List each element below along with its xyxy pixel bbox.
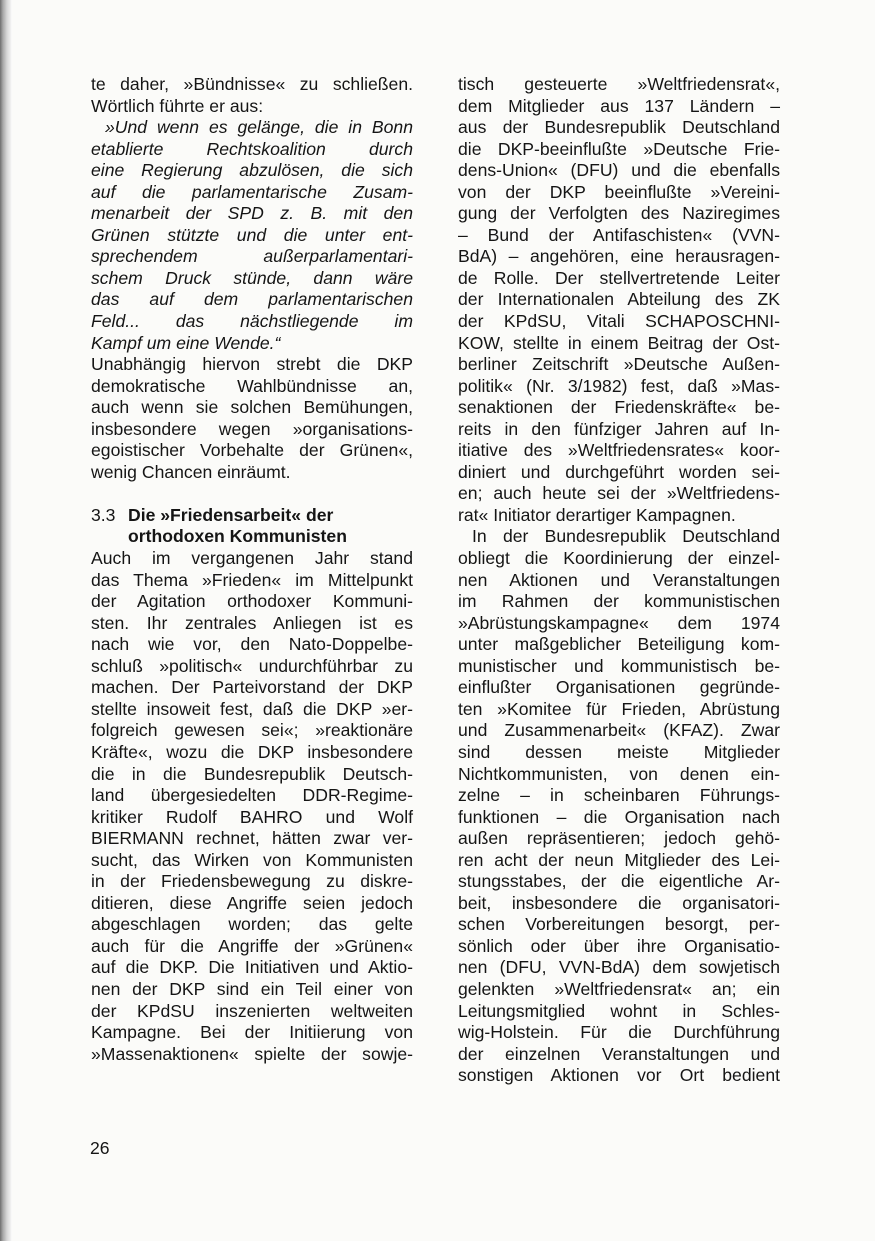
text-line: der einzelnen Veranstaltungen und [458, 1043, 780, 1064]
text-line: auf die DKP. Die Initiativen und Aktio- [91, 957, 413, 978]
text-line: gelenkten »Weltfriedensrat« an; ein [458, 978, 780, 999]
spacer [91, 483, 413, 505]
text-line: und Zusammenarbeit« (KFAZ). Zwar [458, 720, 780, 741]
text-line: sucht, das Wirken von Kommunisten [91, 849, 413, 870]
text-line: sind dessen meiste Mitglieder [458, 741, 780, 762]
text-line: schen Vorbereitungen besorgt, per- [458, 914, 780, 935]
quote-line: Feld... das nächstliegende im [91, 311, 413, 332]
text-line: folgreich gewesen sei«; »reaktionäre [91, 720, 413, 741]
text-line: Wörtlich führte er aus: [91, 95, 264, 116]
text-line: außen repräsentieren; jedoch gehö- [458, 828, 780, 849]
left-text-column [91, 74, 413, 1065]
text-line: aus der Bundesrepublik Deutschland [458, 117, 780, 138]
text-line: »Massenaktionen« spielte der sowje- [91, 1043, 413, 1064]
text-line: wenig Chancen einräumt. [91, 461, 291, 482]
text-line: reits in den fünfziger Jahren auf In- [458, 418, 780, 439]
text-line: de Rolle. Der stellvertretende Leiter [458, 267, 780, 288]
quote-line: Kampf um eine Wende.“ [91, 332, 281, 353]
text-line: nach wie vor, den Nato-Doppelbe- [91, 634, 413, 655]
text-line: – Bund der Antifaschisten« (VVN- [458, 224, 780, 245]
block-quote [91, 117, 413, 354]
text-line: von der DKP beeinflußte »Vereini- [458, 181, 780, 202]
quote-line: schem Druck stünde, dann wäre [91, 267, 413, 288]
text-line: ten »Komitee für Frieden, Abrüstung [458, 698, 780, 719]
text-line: wig-Holstein. Für die Durchführung [458, 1022, 780, 1043]
text-line: BdA) – angehören, eine herausragen- [458, 246, 780, 267]
text-line: der KPdSU, Vitali SCHAPOSCHNI- [458, 311, 780, 332]
text-line: sten. Ihr zentrales Anliegen ist es [91, 612, 413, 633]
text-line: itiative des »Weltfriedensrates« koor- [458, 440, 780, 461]
text-line: Kräfte«, wozu die DKP insbesondere [91, 741, 413, 762]
quote-line: »Und wenn es gelänge, die in Bonn [105, 117, 413, 138]
page-number: 26 [90, 1138, 110, 1158]
text-line: sönlich oder über ihre Organisatio- [458, 935, 780, 956]
text-line: auch für die Angriffe der »Grünen« [91, 935, 413, 956]
text-line: die in die Bundesrepublik Deutsch- [91, 763, 413, 784]
text-line: Nichtkommunisten, von denen ein- [458, 763, 780, 784]
text-line: nen Aktionen und Veranstaltungen [458, 569, 780, 590]
quote-line: das auf dem parlamentarischen [91, 289, 413, 310]
text-line: der Internationalen Abteilung des ZK [458, 289, 780, 310]
text-line: das Thema »Frieden« im Mittelpunkt [91, 569, 413, 590]
text-line: dens-Union« (DFU) und die ebenfalls [458, 160, 780, 181]
quote-line: sprechendem außerparlamentari- [91, 246, 413, 267]
text-line: politik« (Nr. 3/1982) fest, daß »Mas- [458, 375, 780, 396]
text-line: ren acht der neun Mitglieder des Lei- [458, 849, 780, 870]
text-line: in der Friedensbewegung zu diskre- [91, 871, 413, 892]
text-line: In der Bundesrepublik Deutschland [472, 526, 780, 547]
text-line: berliner Zeitschrift »Deutsche Außen- [458, 354, 780, 375]
text-line: land übergesiedelten DDR-Regime- [91, 785, 413, 806]
text-line: Unabhängig hiervon strebt die DKP [91, 354, 413, 375]
text-line: kritiker Rudolf BAHRO und Wolf [91, 806, 413, 827]
text-line: te daher, »Bündnisse« zu schließen. [91, 74, 413, 94]
text-line: der KPdSU inszenierten weltweiten [91, 1000, 413, 1021]
text-line: Kampagne. Bei der Initiierung von [91, 1022, 413, 1043]
text-line: nen der DKP sind ein Teil einer von [91, 978, 413, 999]
text-line: schluß »politisch« undurchführbar zu [91, 655, 413, 676]
text-line: tisch gesteuerte »Weltfriedensrat«, [458, 74, 780, 94]
text-line: stellte insoweit fest, daß die DKP »er- [91, 698, 413, 719]
text-line: die DKP-beeinflußte »Deutsche Frie- [458, 138, 780, 159]
text-line: unter maßgeblicher Beteiligung kom- [458, 634, 780, 655]
quote-line: etablierte Rechtskoalition durch [91, 138, 413, 159]
paragraph-peace-work [91, 548, 413, 1065]
text-line: obliegt die Koordinierung der einzel- [458, 548, 780, 569]
text-line: demokratische Wahlbündnisse an, [91, 375, 413, 396]
text-line: abgeschlagen worden; das gelte [91, 914, 413, 935]
quote-line: auf die parlamentarische Zusam- [91, 181, 413, 202]
paragraph-intro [91, 74, 413, 117]
paragraph-kfaz [458, 526, 780, 1086]
text-line: »Abrüstungskampagne« dem 1974 [458, 612, 780, 633]
book-binding-edge [0, 0, 12, 1241]
text-line: auch wenn sie solchen Bemühungen, [91, 397, 413, 418]
heading-line [91, 505, 413, 527]
text-line: stungsstabes, der die eigentliche Ar- [458, 871, 780, 892]
section-heading [91, 505, 413, 548]
text-line: sonstigen Aktionen vor Ort bedient [458, 1065, 780, 1086]
quote-line: eine Regierung abzulösen, die sich [91, 160, 413, 181]
text-line: einflußter Organisationen gegründe- [458, 677, 780, 698]
text-line: en; auch heute sei der »Weltfriedens- [458, 483, 780, 504]
text-line: BIERMANN rechnet, hätten zwar ver- [91, 828, 413, 849]
text-line: Auch im vergangenen Jahr stand [91, 548, 413, 569]
quote-line: menarbeit der SPD z. B. mit den [91, 203, 413, 224]
text-line: funktionen – die Organisation nach [458, 806, 780, 827]
text-line: egoistischer Vorbehalte der Grünen«, [91, 440, 413, 461]
text-line: beit, insbesondere die organisatori- [458, 892, 780, 913]
text-line: Leitungsmitglied wohnt in Schles- [458, 1000, 780, 1021]
text-line: ditieren, diese Angriffe seien jedoch [91, 892, 413, 913]
text-line: zelne – in scheinbaren Führungs- [458, 785, 780, 806]
section-number: 3.3 [91, 504, 116, 525]
text-line: KOW, stellte in einem Beitrag der Ost- [458, 332, 780, 353]
text-line: im Rahmen der kommunistischen [458, 591, 780, 612]
text-line: senaktionen der Friedenskräfte« be- [458, 397, 780, 418]
right-text-column [458, 74, 780, 1087]
text-line: diniert und durchgeführt worden sei- [458, 461, 780, 482]
text-line: nen (DFU, VVN-BdA) dem sowjetisch [458, 957, 780, 978]
text-line: munistischer und kommunistisch be- [458, 655, 780, 676]
text-line: gung der Verfolgten des Naziregimes [458, 203, 780, 224]
section-title: Die »Friedensarbeit« der [128, 504, 334, 525]
text-line: machen. Der Parteivorstand der DKP [91, 677, 413, 698]
paragraph-electoral-alliances [91, 354, 413, 483]
section-title-continued: orthodoxen Kommunisten [128, 526, 347, 547]
quote-line: Grünen stützte und die unter ent- [91, 224, 413, 245]
paragraph-world-peace-council [458, 74, 780, 526]
text-line: rat« Initiator derartiger Kampagnen. [458, 504, 736, 525]
text-line: der Agitation orthodoxer Kommuni- [91, 591, 413, 612]
text-line: dem Mitglieder aus 137 Ländern – [458, 95, 780, 116]
text-line: insbesondere wegen »organisations- [91, 418, 413, 439]
